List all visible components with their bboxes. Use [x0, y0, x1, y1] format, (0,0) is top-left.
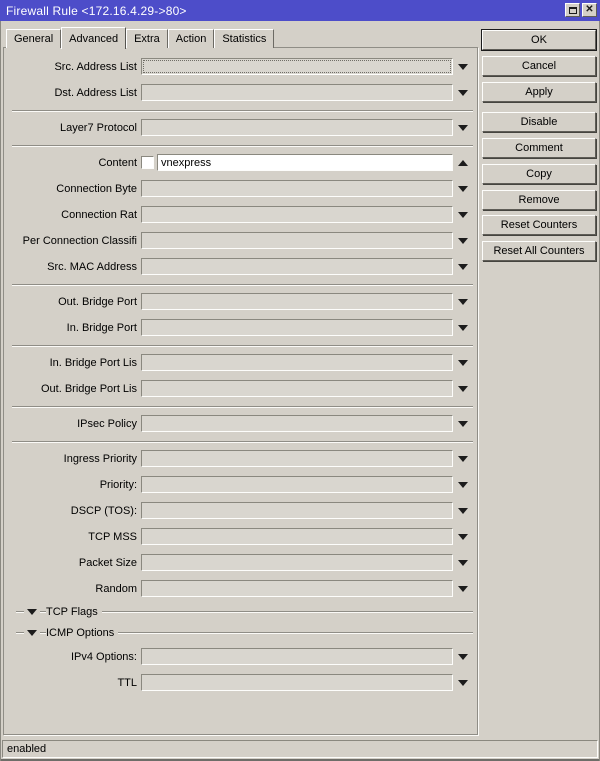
tab-bar	[6, 26, 274, 48]
random-combo[interactable]	[141, 580, 453, 597]
tcp-flags-collapse-arrow-icon[interactable]	[27, 609, 37, 615]
field-row	[6, 476, 477, 493]
reset-counters-button[interactable]: Reset Counters	[482, 215, 596, 235]
field-row	[6, 258, 477, 275]
dst-address-list-label: Dst. Address List	[54, 86, 137, 99]
tab-advanced[interactable]: Advanced	[61, 27, 126, 49]
copy-button[interactable]: Copy	[482, 164, 596, 184]
in-bridge-port-combo[interactable]	[141, 319, 453, 336]
content-collapse-arrow-icon[interactable]	[453, 154, 473, 171]
ingress-priority-combo[interactable]	[141, 450, 453, 467]
random-dropdown-arrow-icon[interactable]	[453, 580, 473, 597]
priority-label: Priority:	[99, 478, 137, 491]
ingress-priority-dropdown-arrow-icon[interactable]	[453, 450, 473, 467]
layer7-protocol-combo[interactable]	[141, 119, 453, 136]
tab-statistics[interactable]: Statistics	[214, 29, 274, 48]
tcp-mss-combo[interactable]	[141, 528, 453, 545]
out-bridge-port-combo[interactable]	[141, 293, 453, 310]
per-connection-classifier-label: Per Connection Classifi	[22, 234, 137, 247]
layer7-protocol-label: Layer7 Protocol	[59, 121, 137, 134]
src-mac-address-combo[interactable]	[141, 258, 453, 275]
comment-button[interactable]: Comment	[482, 138, 596, 158]
cancel-button[interactable]: Cancel	[482, 56, 596, 76]
field-row	[6, 648, 477, 665]
layer7-protocol-dropdown-arrow-icon[interactable]	[453, 119, 473, 136]
tcp-mss-label: TCP MSS	[88, 530, 137, 543]
connection-bytes-label: Connection Byte	[56, 182, 137, 195]
connection-bytes-dropdown-arrow-icon[interactable]	[453, 180, 473, 197]
maximize-button[interactable]	[565, 3, 580, 17]
src-mac-address-label: Src. MAC Address	[47, 260, 137, 273]
connection-rate-label: Connection Rat	[61, 208, 137, 221]
separator	[12, 110, 473, 112]
out-bridge-port-list-label: Out. Bridge Port Lis	[41, 382, 137, 395]
per-connection-classifier-combo[interactable]	[141, 232, 453, 249]
priority-dropdown-arrow-icon[interactable]	[453, 476, 473, 493]
ipsec-policy-dropdown-arrow-icon[interactable]	[453, 415, 473, 432]
icmp-options-group-header[interactable]	[16, 627, 473, 639]
tab-action[interactable]: Action	[168, 29, 215, 48]
ipsec-policy-label: IPsec Policy	[77, 417, 137, 430]
field-row	[6, 415, 477, 432]
ttl-dropdown-arrow-icon[interactable]	[453, 674, 473, 691]
packet-size-label: Packet Size	[78, 556, 137, 569]
field-row	[6, 674, 477, 691]
dscp-tos-label: DSCP (TOS):	[70, 504, 137, 517]
maximize-icon	[569, 7, 577, 14]
field-row	[6, 528, 477, 545]
packet-size-dropdown-arrow-icon[interactable]	[453, 554, 473, 571]
disable-button[interactable]: Disable	[482, 112, 596, 132]
content-checkbox[interactable]	[141, 156, 154, 169]
src-address-list-label: Src. Address List	[54, 60, 137, 73]
titlebar[interactable]	[0, 0, 600, 21]
separator	[12, 406, 473, 408]
separator	[12, 345, 473, 347]
ttl-combo[interactable]	[141, 674, 453, 691]
packet-size-combo[interactable]	[141, 554, 453, 571]
connection-bytes-combo[interactable]	[141, 180, 453, 197]
tcp-flags-group-label: TCP Flags	[46, 606, 98, 618]
dst-address-list-dropdown-arrow-icon[interactable]	[453, 84, 473, 101]
src-address-list-combo[interactable]	[141, 58, 453, 75]
field-row	[6, 119, 477, 136]
field-row	[6, 84, 477, 101]
ipsec-policy-combo[interactable]	[141, 415, 453, 432]
out-bridge-port-dropdown-arrow-icon[interactable]	[453, 293, 473, 310]
content-row	[6, 154, 477, 171]
field-row	[6, 319, 477, 336]
separator	[12, 284, 473, 286]
field-row	[6, 580, 477, 597]
icmp-options-group-label: ICMP Options	[46, 627, 115, 639]
src-mac-address-dropdown-arrow-icon[interactable]	[453, 258, 473, 275]
priority-combo[interactable]	[141, 476, 453, 493]
tab-extra[interactable]: Extra	[126, 29, 168, 48]
random-label: Random	[95, 582, 137, 595]
field-row	[6, 206, 477, 223]
tcp-mss-dropdown-arrow-icon[interactable]	[453, 528, 473, 545]
out-bridge-port-label: Out. Bridge Port	[58, 295, 137, 308]
close-icon: ✕	[585, 4, 594, 15]
content-label: Content	[98, 156, 137, 169]
content-input[interactable]	[157, 154, 453, 171]
field-row	[6, 380, 477, 397]
field-row	[6, 450, 477, 467]
icmp-options-collapse-arrow-icon[interactable]	[27, 630, 37, 636]
status-bar	[2, 740, 598, 758]
action-button-column	[482, 30, 596, 267]
per-connection-classifier-dropdown-arrow-icon[interactable]	[453, 232, 473, 249]
dscp-tos-combo[interactable]	[141, 502, 453, 519]
field-row	[6, 232, 477, 249]
separator	[12, 441, 473, 443]
apply-button[interactable]: Apply	[482, 82, 596, 102]
ingress-priority-label: Ingress Priority	[63, 452, 137, 465]
field-row	[6, 293, 477, 310]
connection-rate-dropdown-arrow-icon[interactable]	[453, 206, 473, 223]
reset-all-counters-button[interactable]: Reset All Counters	[482, 241, 596, 261]
src-address-list-dropdown-arrow-icon[interactable]	[453, 58, 473, 75]
advanced-tab-panel	[3, 47, 478, 735]
field-row	[6, 554, 477, 571]
ipv4-options-label: IPv4 Options:	[70, 650, 137, 663]
status-text: enabled	[7, 743, 47, 755]
field-row	[6, 58, 477, 75]
ipv4-options-dropdown-arrow-icon[interactable]	[453, 648, 473, 665]
separator	[12, 145, 473, 147]
ttl-label: TTL	[117, 676, 137, 689]
dscp-tos-dropdown-arrow-icon[interactable]	[453, 502, 473, 519]
connection-rate-combo[interactable]	[141, 206, 453, 223]
window-title: Firewall Rule <172.16.4.29->80>	[6, 3, 187, 18]
out-bridge-port-list-dropdown-arrow-icon[interactable]	[453, 380, 473, 397]
in-bridge-port-dropdown-arrow-icon[interactable]	[453, 319, 473, 336]
dst-address-list-combo[interactable]	[141, 84, 453, 101]
out-bridge-port-list-combo[interactable]	[141, 380, 453, 397]
in-bridge-port-list-combo[interactable]	[141, 354, 453, 371]
field-row	[6, 180, 477, 197]
field-row	[6, 502, 477, 519]
ok-button[interactable]: OK	[482, 30, 596, 50]
field-row	[6, 354, 477, 371]
in-bridge-port-label: In. Bridge Port	[66, 321, 137, 334]
close-button[interactable]	[582, 3, 597, 17]
ipv4-options-combo[interactable]	[141, 648, 453, 665]
in-bridge-port-list-dropdown-arrow-icon[interactable]	[453, 354, 473, 371]
in-bridge-port-list-label: In. Bridge Port Lis	[49, 356, 137, 369]
tcp-flags-group-header[interactable]	[16, 606, 473, 618]
remove-button[interactable]: Remove	[482, 190, 596, 210]
tab-general[interactable]: General	[6, 29, 61, 48]
